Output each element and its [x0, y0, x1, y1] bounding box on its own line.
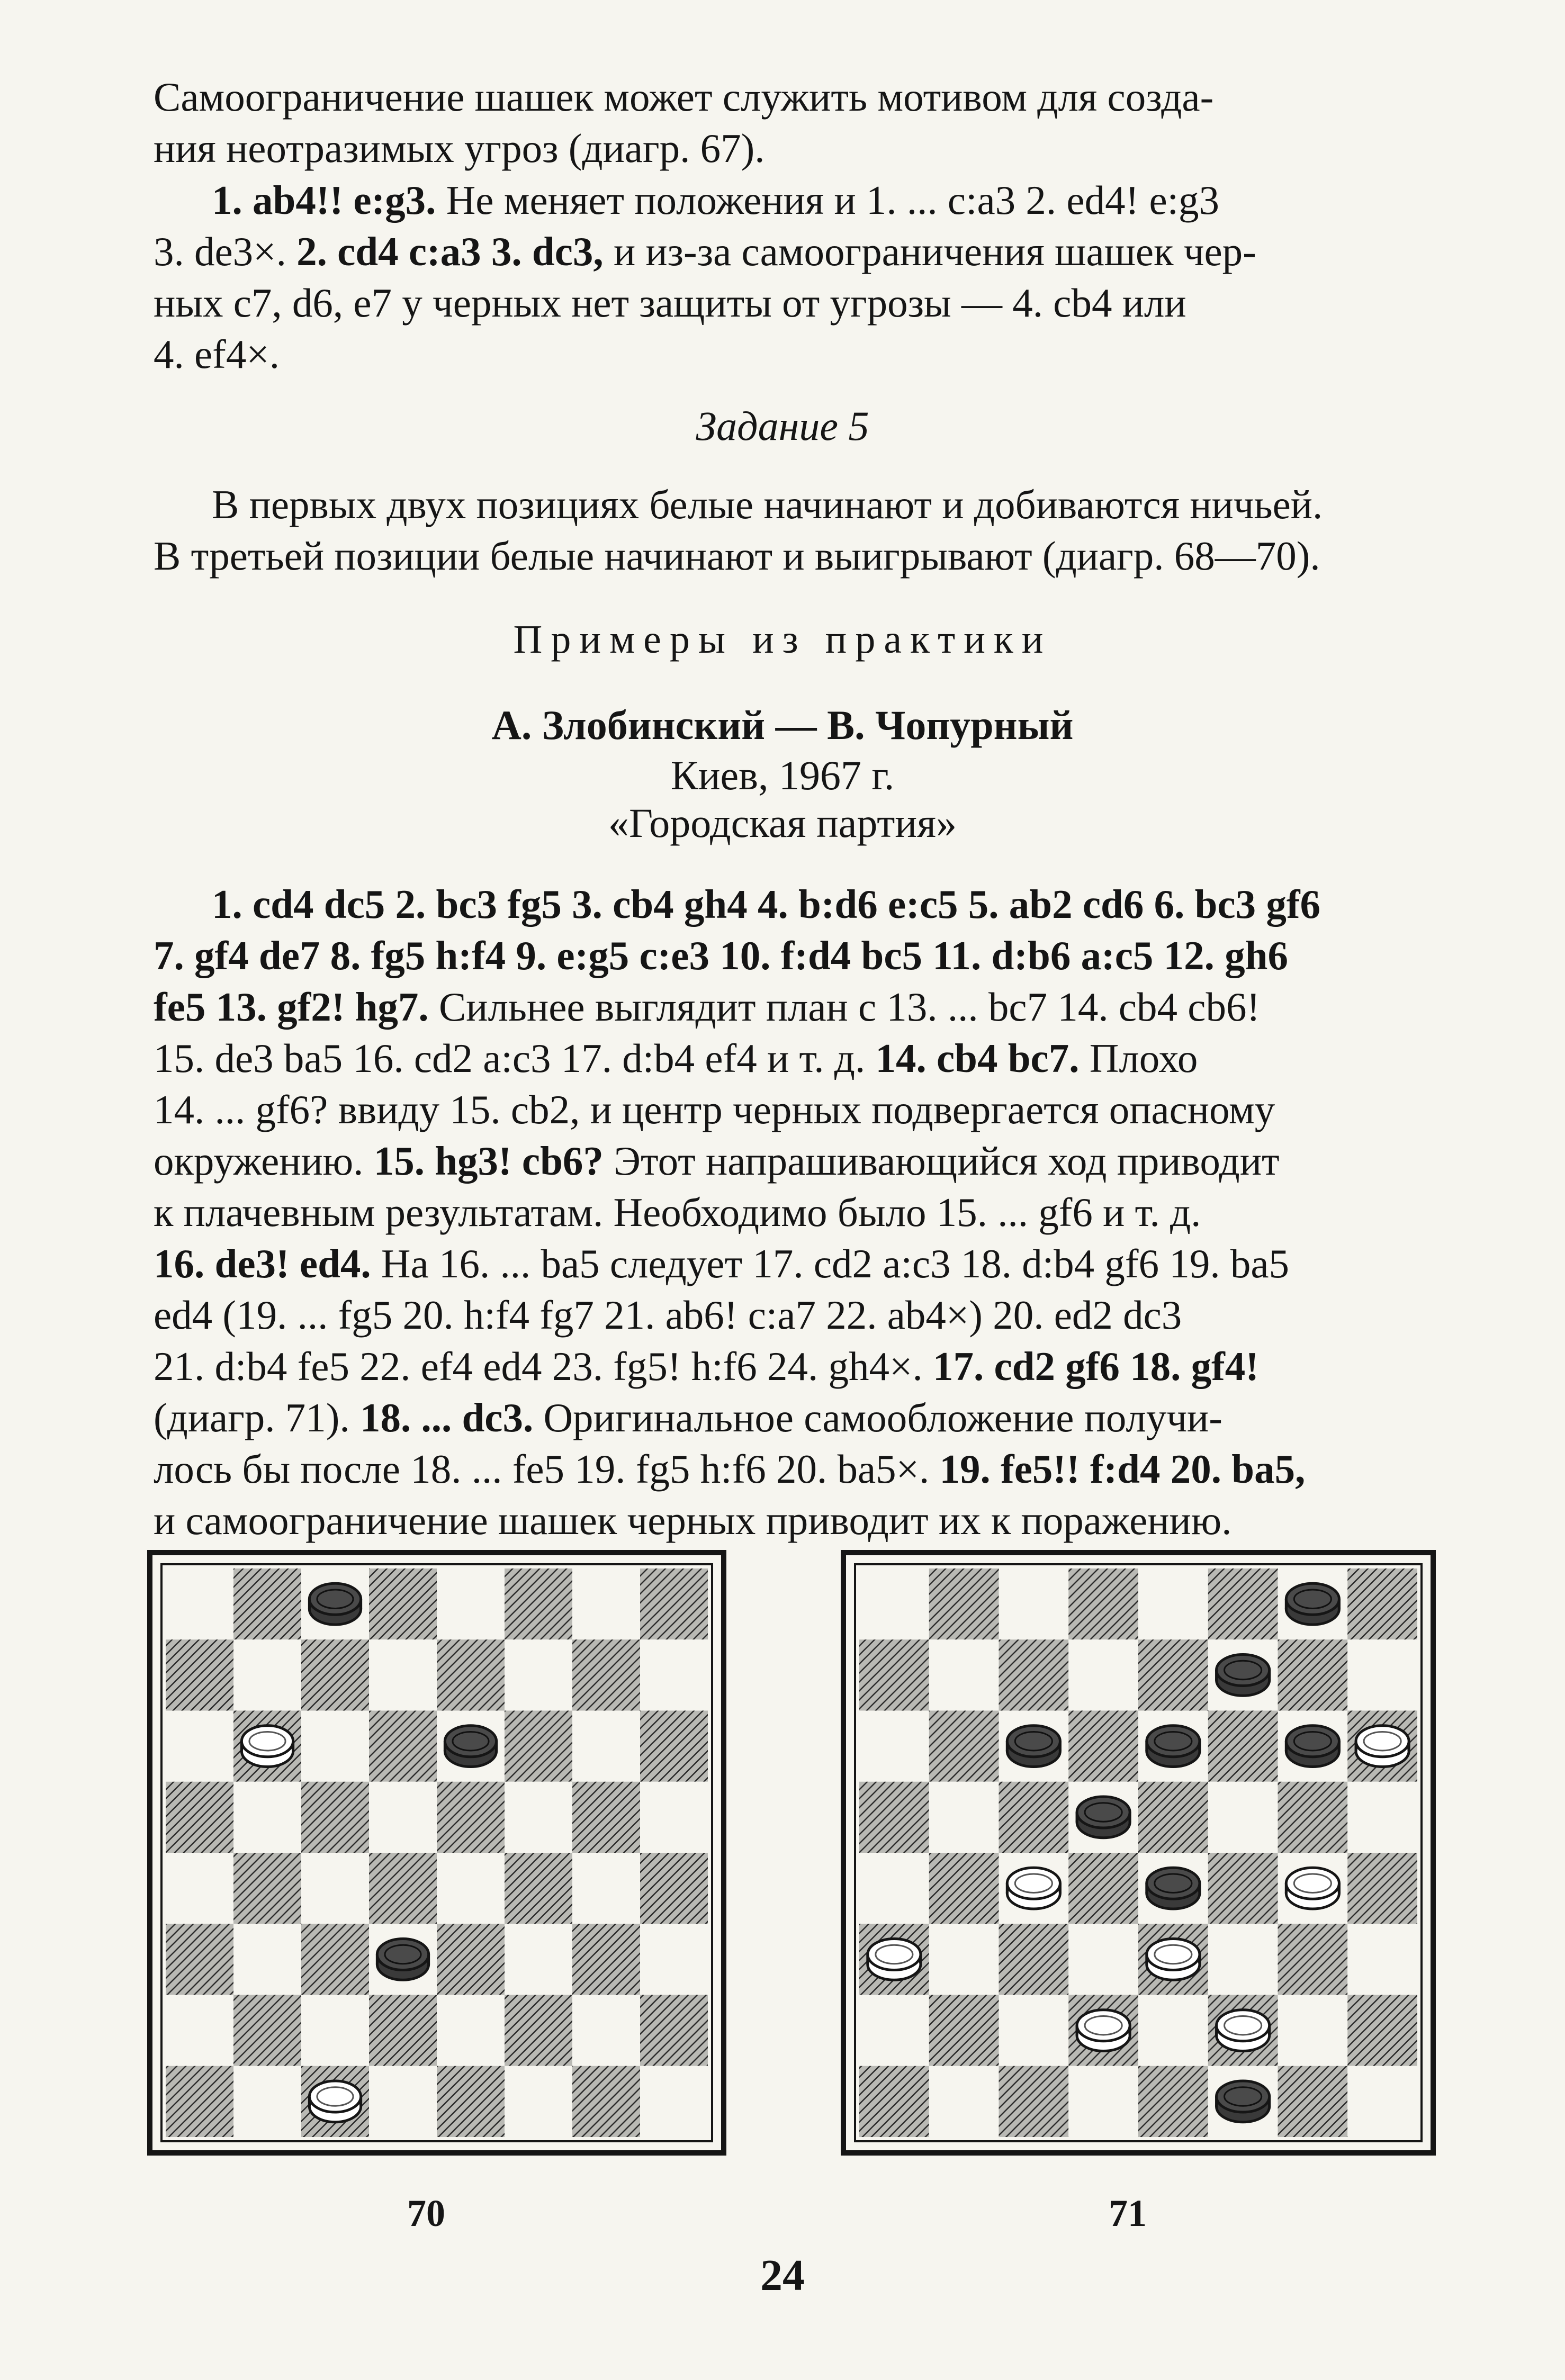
- light-square: [999, 1995, 1069, 2066]
- practice-title: Примеры из практики: [513, 617, 1052, 662]
- white-checker-d2: [1077, 2010, 1130, 2051]
- analysis-text: и из-за самоограничения шашек чер-: [613, 229, 1256, 274]
- dark-square: [572, 1639, 640, 1710]
- dark-square: [166, 2066, 233, 2137]
- game-text: окружению.: [154, 1138, 364, 1184]
- dark-square: [301, 1639, 369, 1710]
- game-line-5: 14. ... gf6? ввиду 15. cb2, и центр черных подвергается опасному: [154, 1087, 1275, 1132]
- light-square: [929, 2066, 999, 2137]
- black-checker-c8: [309, 1583, 361, 1625]
- game-line-7: к плачевным результатам. Необходимо было 15. ... gf6 и т. д.: [154, 1189, 1201, 1235]
- task-title: Задание 5: [696, 403, 869, 449]
- intro-line-2: ния неотразимых угроз (диагр. 67).: [154, 125, 765, 171]
- dark-square: [640, 1853, 708, 1924]
- diagram-number-70: 70: [407, 2192, 445, 2234]
- black-checker-d3: [377, 1939, 428, 1980]
- light-square: [572, 1711, 640, 1782]
- dark-square: [505, 1853, 572, 1924]
- dark-square: [929, 1995, 999, 2066]
- dark-square: [929, 1711, 999, 1782]
- light-square: [233, 1639, 301, 1710]
- moves-bold: 18. ... dc3.: [359, 1395, 534, 1440]
- light-square: [1068, 2066, 1138, 2137]
- game-line-10: [154, 1341, 1435, 1392]
- light-square: [859, 1995, 929, 2066]
- dark-square: [859, 1782, 929, 1853]
- dark-square: [301, 1924, 369, 1995]
- dark-square: [301, 1782, 369, 1853]
- light-square: [233, 2066, 301, 2137]
- paragraph-analysis: [154, 175, 1435, 380]
- light-square: [166, 1711, 233, 1782]
- dark-square: [369, 1995, 437, 2066]
- light-square: [1208, 1782, 1278, 1853]
- light-square: [999, 1568, 1069, 1639]
- light-square: [640, 1639, 708, 1710]
- checkers-board-70: [146, 1548, 728, 2157]
- task-line-2: В третьей позиции белые начинают и выигрывают (диагр. 68—70).: [154, 533, 1320, 579]
- dark-square: [1347, 1995, 1417, 2066]
- dark-square: [1138, 1782, 1208, 1853]
- dark-square: [369, 1568, 437, 1639]
- dark-square: [233, 1853, 301, 1924]
- white-checker-h6: [1356, 1726, 1409, 1767]
- light-square: [929, 1782, 999, 1853]
- dark-square: [1278, 1782, 1348, 1853]
- light-square: [166, 1568, 233, 1639]
- moves-bold: 17. cd2 gf6 18. gf4!: [932, 1344, 1259, 1389]
- dark-square: [999, 1924, 1069, 1995]
- light-square: [640, 1924, 708, 1995]
- game-line-12: [154, 1444, 1435, 1495]
- game-line-9: ed4 (19. ... fg5 20. h:f4 fg7 21. ab6! c:a7 22. ab4×) 20. ed2 dc3: [154, 1292, 1182, 1338]
- light-square: [505, 2066, 572, 2137]
- white-checker-g4: [1286, 1868, 1339, 1909]
- white-checker-b6: [241, 1726, 293, 1767]
- checkers-board-71: [839, 1548, 1437, 2157]
- black-checker-f7: [1217, 1654, 1270, 1696]
- light-square: [1208, 1924, 1278, 1995]
- game-text: Оригинальное самообложение получи-: [543, 1395, 1222, 1440]
- game-line-1: [154, 879, 1435, 930]
- light-square: [233, 1782, 301, 1853]
- dark-square: [437, 2066, 505, 2137]
- dark-square: [640, 1995, 708, 2066]
- move-bold: 2. cd4 c:a3 3. dc3,: [296, 229, 604, 274]
- game-line-6: [154, 1135, 1435, 1187]
- light-square: [233, 1924, 301, 1995]
- light-square: [505, 1782, 572, 1853]
- light-square: [859, 1568, 929, 1639]
- light-square: [301, 1995, 369, 2066]
- dark-square: [505, 1995, 572, 2066]
- dark-square: [369, 1853, 437, 1924]
- game-text: Сильнее выглядит план с 13. ... bc7 14. cb4 cb6!: [438, 984, 1261, 1030]
- dark-square: [999, 2066, 1069, 2137]
- dark-square: [859, 2066, 929, 2137]
- paragraph-intro: [154, 71, 1435, 174]
- black-checker-g8: [1286, 1583, 1339, 1625]
- dark-square: [166, 1924, 233, 1995]
- game-text: Плохо: [1089, 1035, 1198, 1081]
- dark-square: [640, 1568, 708, 1639]
- light-square: [572, 1568, 640, 1639]
- diagram-71: [839, 1548, 1437, 2160]
- light-square: [505, 1924, 572, 1995]
- dark-square: [859, 1639, 929, 1710]
- dark-square: [437, 1639, 505, 1710]
- game-text: На 16. ... ba5 следует 17. cd2 a:c3 18. d:b4 gf6 19. ba5: [381, 1241, 1289, 1286]
- dark-square: [929, 1853, 999, 1924]
- intro-line-1: Самоограничение шашек может служить мотивом для созда-: [154, 74, 1214, 120]
- white-checker-c4: [1007, 1868, 1060, 1909]
- light-square: [505, 1639, 572, 1710]
- moves-bold: 16. de3! ed4.: [154, 1241, 371, 1286]
- dark-square: [369, 1711, 437, 1782]
- dark-square: [437, 1782, 505, 1853]
- light-square: [640, 2066, 708, 2137]
- dark-square: [505, 1711, 572, 1782]
- game-text: лось бы после 18. ... fe5 19. fg5 h:f6 20. ba5×.: [154, 1446, 930, 1492]
- light-square: [1278, 1995, 1348, 2066]
- dark-square: [233, 1568, 301, 1639]
- white-checker-c1: [309, 2081, 361, 2122]
- moves-bold: fe5 13. gf2! hg7.: [154, 984, 429, 1030]
- paragraph-task: [154, 479, 1435, 582]
- light-square: [369, 1639, 437, 1710]
- light-square: [1068, 1639, 1138, 1710]
- light-square: [166, 1995, 233, 2066]
- players-heading: А. Злобинский — В. Чопурный: [491, 702, 1074, 748]
- dark-square: [640, 1711, 708, 1782]
- white-checker-e3: [1147, 1939, 1200, 1980]
- light-square: [437, 1995, 505, 2066]
- game-text: 15. de3 ba5 16. cd2 a:c3 17. d:b4 ef4 и т. д.: [154, 1035, 866, 1081]
- black-checker-c6: [1007, 1726, 1060, 1767]
- dark-square: [1278, 2066, 1348, 2137]
- analysis-line-4: 4. ef4×.: [154, 331, 280, 377]
- light-square: [640, 1782, 708, 1853]
- light-square: [369, 2066, 437, 2137]
- light-square: [1347, 1639, 1417, 1710]
- paragraph-game: [154, 879, 1435, 1546]
- light-square: [929, 1924, 999, 1995]
- moves-bold: 1. cd4 dc5 2. bc3 fg5 3. cb4 gh4 4. b:d6 e:c5 5. ab2 cd6 6. bc3 gf6: [212, 881, 1320, 927]
- black-checker-e6: [445, 1726, 496, 1767]
- black-checker-e4: [1147, 1868, 1200, 1909]
- moves-bold: 15. hg3! cb6?: [373, 1138, 604, 1184]
- dark-square: [437, 1924, 505, 1995]
- white-checker-f2: [1217, 2010, 1270, 2051]
- game-line-2: [154, 930, 1435, 981]
- game-place: Киев, 1967 г.: [670, 752, 895, 798]
- light-square: [437, 1853, 505, 1924]
- game-line-4: [154, 1033, 1435, 1084]
- dark-square: [1347, 1853, 1417, 1924]
- game-text: Этот напрашивающийся ход приводит: [614, 1138, 1280, 1184]
- dark-square: [166, 1782, 233, 1853]
- light-square: [369, 1782, 437, 1853]
- light-square: [301, 1711, 369, 1782]
- analysis-line-3: ных c7, d6, e7 у черных нет защиты от угрозы — 4. cb4 или: [154, 280, 1186, 326]
- moves-bold: 7. gf4 de7 8. fg5 h:f4 9. e:g5 c:e3 10. f:d4 bc5 11. d:b6 a:c5 12. gh6: [154, 933, 1288, 978]
- analysis-text: 3. de3×.: [154, 229, 286, 274]
- moves-bold: 14. cb4 bc7.: [875, 1035, 1080, 1081]
- dark-square: [1068, 1711, 1138, 1782]
- dark-square: [572, 1924, 640, 1995]
- move-bold: e:g3.: [353, 177, 436, 223]
- game-line-3: [154, 981, 1435, 1033]
- analysis-text: Не меняет положения и 1. ... c:a3 2. ed4! e:g3: [446, 177, 1220, 223]
- dark-square: [1068, 1568, 1138, 1639]
- light-square: [572, 1995, 640, 2066]
- diagram-70: [146, 1548, 728, 2160]
- dark-square: [1208, 1711, 1278, 1782]
- light-square: [1138, 1995, 1208, 2066]
- dark-square: [1068, 1853, 1138, 1924]
- light-square: [572, 1853, 640, 1924]
- dark-square: [999, 1782, 1069, 1853]
- dark-square: [1278, 1924, 1348, 1995]
- analysis-line-1: [154, 175, 1435, 226]
- black-checker-e6: [1147, 1726, 1200, 1767]
- light-square: [1347, 1924, 1417, 1995]
- light-square: [301, 1853, 369, 1924]
- dark-square: [572, 2066, 640, 2137]
- black-checker-f1: [1217, 2081, 1270, 2122]
- black-checker-d5: [1077, 1797, 1130, 1838]
- diagram-number-71: 71: [1109, 2192, 1147, 2234]
- dark-square: [1347, 1568, 1417, 1639]
- game-text: 21. d:b4 fe5 22. ef4 ed4 23. fg5! h:f6 24. gh4×.: [154, 1344, 923, 1389]
- light-square: [929, 1639, 999, 1710]
- dark-square: [1208, 1853, 1278, 1924]
- light-square: [437, 1568, 505, 1639]
- page-number: 24: [760, 2251, 805, 2300]
- light-square: [859, 1853, 929, 1924]
- light-square: [1068, 1924, 1138, 1995]
- task-line-1: В первых двух позициях белые начинают и добиваются ничьей.: [212, 482, 1323, 527]
- game-text: (диагр. 71).: [154, 1395, 350, 1440]
- light-square: [1138, 1568, 1208, 1639]
- white-checker-a3: [868, 1939, 921, 1980]
- dark-square: [166, 1639, 233, 1710]
- light-square: [859, 1711, 929, 1782]
- dark-square: [572, 1782, 640, 1853]
- black-checker-g6: [1286, 1726, 1339, 1767]
- dark-square: [999, 1639, 1069, 1710]
- dark-square: [1138, 1639, 1208, 1710]
- game-line-13: и самоограничение шашек черных приводит их к поражению.: [154, 1498, 1232, 1543]
- dark-square: [1208, 1568, 1278, 1639]
- dark-square: [505, 1568, 572, 1639]
- dark-square: [1138, 2066, 1208, 2137]
- move-bold: 1. ab4!!: [212, 177, 344, 223]
- game-line-8: [154, 1238, 1435, 1290]
- light-square: [1347, 1782, 1417, 1853]
- game-opening: «Городская партия»: [608, 800, 957, 846]
- dark-square: [233, 1995, 301, 2066]
- game-line-11: [154, 1392, 1435, 1444]
- moves-bold: 19. fe5!! f:d4 20. ba5,: [939, 1446, 1306, 1492]
- light-square: [1347, 2066, 1417, 2137]
- dark-square: [929, 1568, 999, 1639]
- analysis-line-2: [154, 226, 1435, 277]
- dark-square: [1278, 1639, 1348, 1710]
- light-square: [166, 1853, 233, 1924]
